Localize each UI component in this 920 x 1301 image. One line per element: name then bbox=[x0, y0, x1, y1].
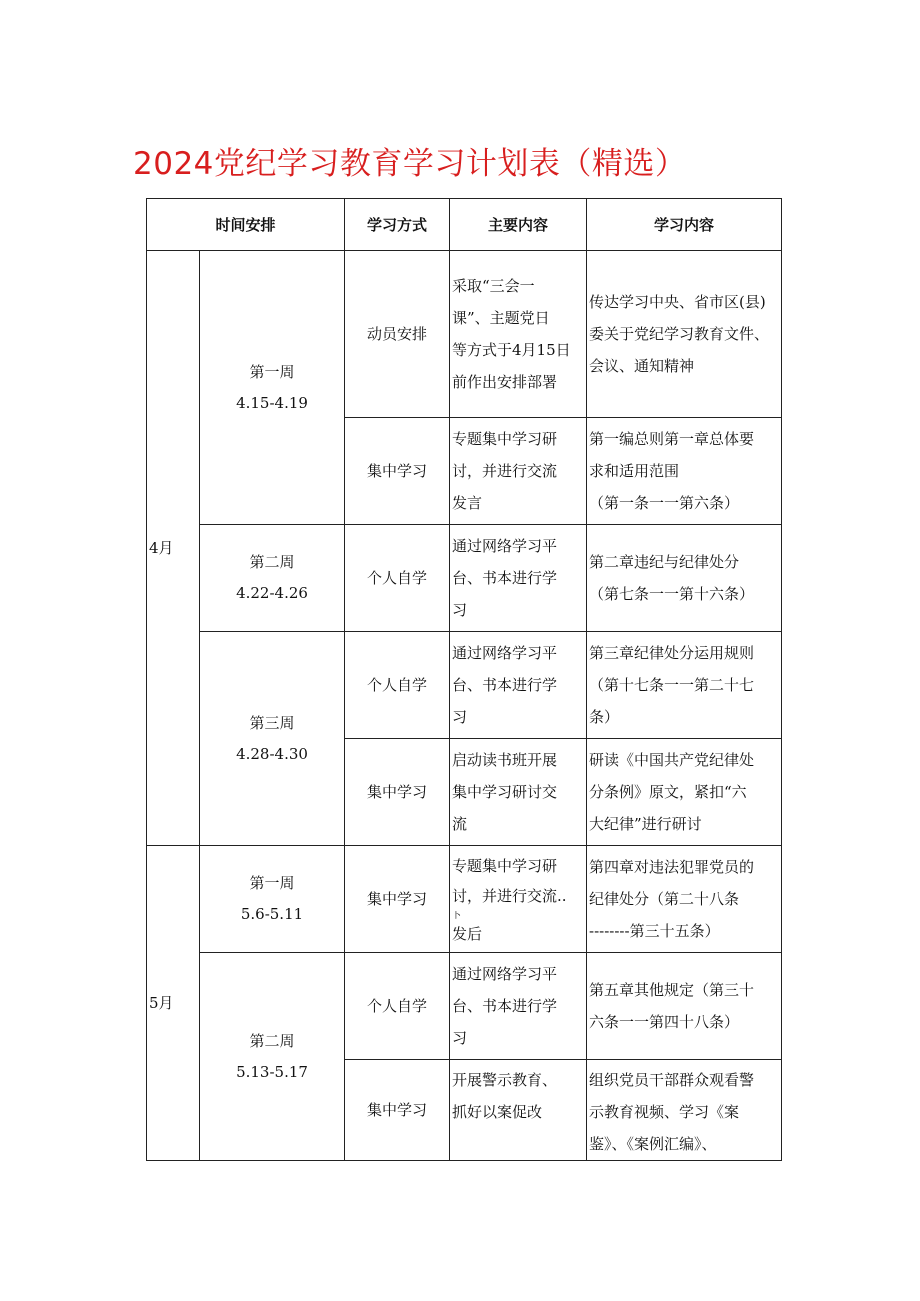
text-line: 会议、通知精神 bbox=[589, 357, 695, 375]
text-line: 台、书本进行学 bbox=[452, 569, 558, 587]
text-line: 第二章违纪与纪律处分 bbox=[589, 553, 740, 571]
study-content-cell bbox=[587, 251, 782, 418]
text-line: 求和适用范围 bbox=[589, 462, 680, 480]
study-content-cell bbox=[587, 1060, 782, 1161]
week-name: 第二周 bbox=[249, 1031, 295, 1050]
method-cell: 动员安排 bbox=[345, 251, 450, 418]
text-line: --------第三十五条） bbox=[589, 922, 720, 940]
text-line: 讨，并进行交流.. bbox=[452, 887, 567, 905]
text-line: 纪律处分（第二十八条 bbox=[589, 890, 740, 908]
text-line: 开展警示教育、 bbox=[452, 1071, 558, 1089]
study-content-cell bbox=[587, 846, 782, 953]
main-content-cell bbox=[450, 1060, 587, 1161]
text-line: 六条一一第四十八条） bbox=[589, 1013, 740, 1031]
text-line: 讨，并进行交流 bbox=[452, 462, 558, 480]
text-line: （第一条一一第六条） bbox=[589, 494, 740, 512]
text-line: 第三章纪律处分运用规则 bbox=[589, 644, 755, 662]
text-line: 专题集中学习研 bbox=[452, 857, 558, 875]
week-cell bbox=[200, 953, 345, 1161]
main-content-cell bbox=[450, 632, 587, 739]
text-line: 启动读书班开展 bbox=[452, 751, 558, 769]
text-line: 通过网络学习平 bbox=[452, 644, 558, 662]
week-range: 4.28-4.30 bbox=[236, 744, 308, 763]
study-content-cell bbox=[587, 739, 782, 846]
text-line: 条） bbox=[589, 708, 620, 726]
text-line: 第一编总则第一章总体要 bbox=[589, 430, 755, 448]
text-line: 第五章其他规定（第三十 bbox=[589, 981, 755, 999]
week-name: 第一周 bbox=[249, 362, 295, 381]
text-line: 传达学习中央、省市区(县) bbox=[589, 293, 766, 311]
week-range: 4.22-4.26 bbox=[236, 584, 308, 602]
main-content-cell bbox=[450, 418, 587, 525]
text-line: 通过网络学习平 bbox=[452, 537, 558, 555]
text-line: 示教育视频、学习《案 bbox=[589, 1103, 740, 1121]
text-line: 前作出安排部署 bbox=[452, 373, 558, 391]
text-line: 委关于党纪学习教育文件、 bbox=[589, 325, 770, 343]
text-line: 卜 bbox=[452, 911, 462, 921]
study-content-cell bbox=[587, 418, 782, 525]
text-line: 台、书本进行学 bbox=[452, 676, 558, 694]
page-title: 2024党纪学习教育学习计划表（精选） bbox=[133, 146, 687, 182]
table-row bbox=[147, 251, 782, 418]
study-content-cell bbox=[587, 953, 782, 1060]
text-line: 发言 bbox=[452, 494, 483, 512]
table-row bbox=[147, 846, 782, 953]
main-content-cell bbox=[450, 846, 587, 953]
method-cell: 集中学习 bbox=[345, 846, 450, 953]
method-cell: 个人自学 bbox=[345, 525, 450, 632]
text-line: 习 bbox=[452, 708, 468, 726]
text-line: 抓好以案促改 bbox=[452, 1103, 543, 1121]
week-range: 4.15-4.19 bbox=[236, 393, 308, 412]
week-range: 5.13-5.17 bbox=[236, 1062, 308, 1081]
text-line: 采取“三会一 bbox=[452, 277, 535, 295]
text-line: 组织党员干部群众观看警 bbox=[589, 1071, 755, 1089]
week-cell bbox=[200, 251, 345, 525]
header-time: 时间安排 bbox=[147, 199, 345, 251]
week-name: 第二周 bbox=[249, 553, 295, 571]
week-cell bbox=[200, 846, 345, 953]
text-line: 流 bbox=[452, 815, 468, 833]
text-line: 鉴》、《案例汇编》、 bbox=[589, 1135, 717, 1153]
header-method: 学习方式 bbox=[345, 199, 450, 251]
text-line: 大纪律”进行研讨 bbox=[589, 815, 702, 833]
week-cell bbox=[200, 525, 345, 632]
text-line: 专题集中学习研 bbox=[452, 430, 558, 448]
method-cell: 集中学习 bbox=[345, 739, 450, 846]
main-content-cell bbox=[450, 251, 587, 418]
week-name: 第一周 bbox=[249, 874, 295, 892]
month-cell-april: 4月 bbox=[147, 251, 200, 846]
table-row bbox=[147, 525, 782, 632]
text-line: 等方式于4月15日 bbox=[452, 341, 571, 359]
text-line: 第四章对违法犯罪党员的 bbox=[589, 858, 755, 876]
table-row bbox=[147, 632, 782, 739]
week-cell bbox=[200, 632, 345, 846]
text-line: 习 bbox=[452, 1029, 468, 1047]
text-line: 习 bbox=[452, 601, 468, 619]
header-content: 学习内容 bbox=[587, 199, 782, 251]
main-content-cell bbox=[450, 739, 587, 846]
study-plan-table bbox=[146, 198, 782, 1161]
text-line: 分条例》原文，紧扣“六 bbox=[589, 783, 747, 801]
table-row bbox=[147, 953, 782, 1060]
method-cell: 个人自学 bbox=[345, 953, 450, 1060]
week-range: 5.6-5.11 bbox=[240, 905, 304, 923]
text-line: 台、书本进行学 bbox=[452, 997, 558, 1015]
text-line: （第十七条一一第二十七 bbox=[589, 676, 755, 694]
text-line: 集中学习研讨交 bbox=[452, 783, 558, 801]
study-content-cell bbox=[587, 525, 782, 632]
week-name: 第三周 bbox=[249, 713, 295, 732]
main-content-cell bbox=[450, 525, 587, 632]
text-line: 发后 bbox=[452, 925, 483, 943]
header-main: 主要内容 bbox=[450, 199, 587, 251]
text-line: （第七条一一第十六条） bbox=[589, 585, 755, 603]
text-line: 通过网络学习平 bbox=[452, 965, 558, 983]
method-cell: 集中学习 bbox=[345, 418, 450, 525]
text-line: 研读《中国共产党纪律处 bbox=[589, 751, 755, 769]
table-header-row bbox=[147, 199, 782, 251]
method-cell: 集中学习 bbox=[345, 1060, 450, 1161]
month-cell-may: 5月 bbox=[147, 846, 200, 1161]
text-line: 课”、主题党日 bbox=[452, 309, 550, 327]
study-content-cell bbox=[587, 632, 782, 739]
main-content-cell bbox=[450, 953, 587, 1060]
method-cell: 个人自学 bbox=[345, 632, 450, 739]
